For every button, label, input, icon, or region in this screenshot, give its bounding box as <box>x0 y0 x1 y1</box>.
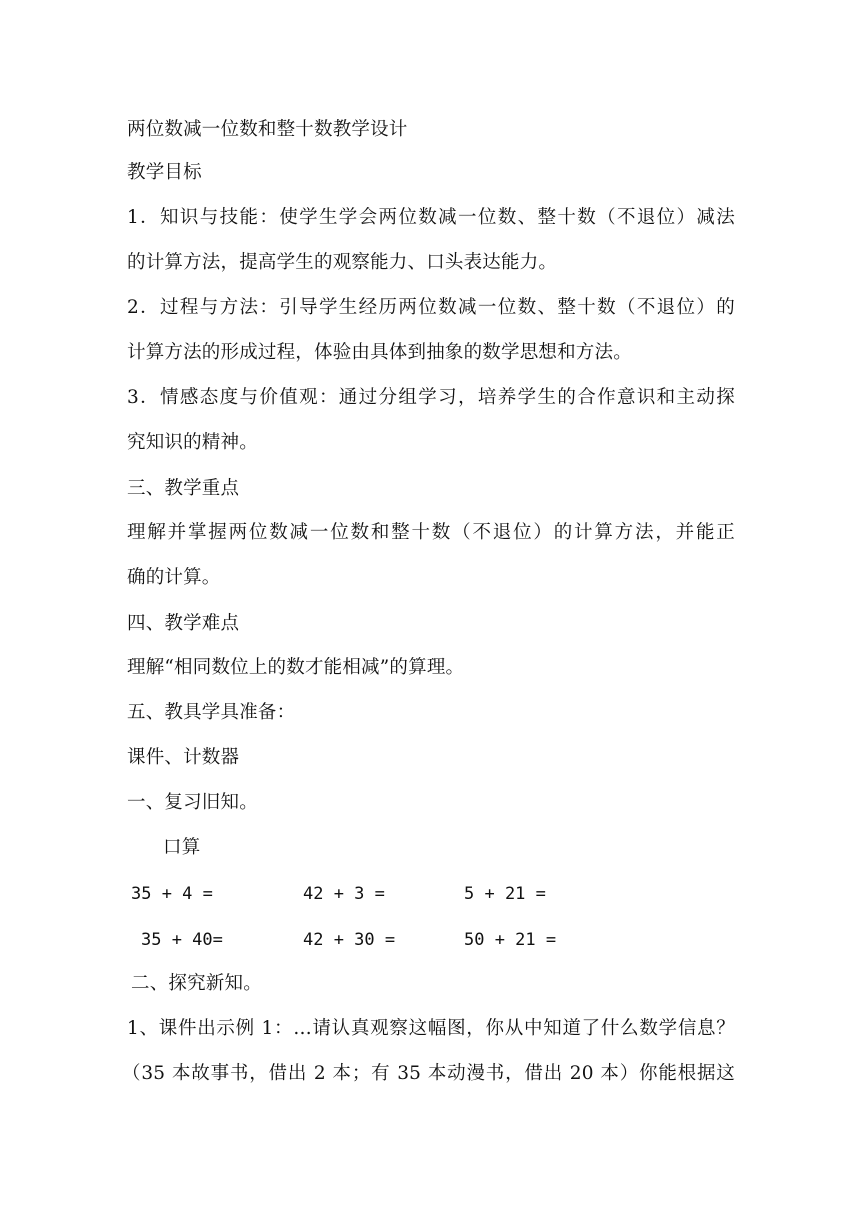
explore-line-2: （35 本故事书，借出 2 本；有 35 本动漫书，借出 20 本）你能根据这 <box>122 1063 735 1084</box>
explore-heading: 二、探究新知。 <box>131 973 262 994</box>
calc-row2-item3: 50 + 21 = <box>464 930 557 950</box>
calc-row1-item2: 42 + 3 = <box>303 884 385 904</box>
objective-2-line-1: 2．过程与方法：引导学生经历两位数减一位数、整十数（不退位）的 <box>127 297 735 318</box>
calc-row2-item1: 35 + 40= <box>141 930 223 950</box>
objective-3-line-2: 究知识的精神。 <box>127 432 258 453</box>
calc-row1-item1: 35 + 4 = <box>131 884 213 904</box>
document-title: 两位数减一位数和整十数教学设计 <box>127 119 408 140</box>
objective-2-line-2: 计算方法的形成过程，体验由具体到抽象的数学思想和方法。 <box>127 342 632 363</box>
oral-calc-label: 口算 <box>163 837 201 858</box>
calc-row1-item3: 5 + 21 = <box>464 884 546 904</box>
difficulty-heading: 四、教学难点 <box>127 613 240 634</box>
calc-row2-item2: 42 + 30 = <box>303 930 396 950</box>
materials-heading: 五、教具学具准备： <box>127 702 296 723</box>
objectives-heading: 教学目标 <box>127 162 202 183</box>
objective-1-line-2: 的计算方法，提高学生的观察能力、口头表达能力。 <box>127 252 558 273</box>
materials-text: 课件、计数器 <box>127 747 240 768</box>
key-points-heading: 三、教学重点 <box>127 478 240 499</box>
key-points-line-1: 理解并掌握两位数减一位数和整十数（不退位）的计算方法，并能正 <box>127 522 735 543</box>
difficulty-text: 理解“相同数位上的数才能相减”的算理。 <box>127 657 465 678</box>
explore-line-1: 1、课件出示例 1：…请认真观察这幅图，你从中知道了什么数学信息？ <box>127 1018 735 1039</box>
objective-3-line-1: 3．情感态度与价值观：通过分组学习，培养学生的合作意识和主动探 <box>127 387 735 408</box>
key-points-line-2: 确的计算。 <box>127 567 221 588</box>
objective-1-line-1: 1．知识与技能：使学生学会两位数减一位数、整十数（不退位）减法 <box>127 207 735 228</box>
review-heading: 一、复习旧知。 <box>127 792 258 813</box>
